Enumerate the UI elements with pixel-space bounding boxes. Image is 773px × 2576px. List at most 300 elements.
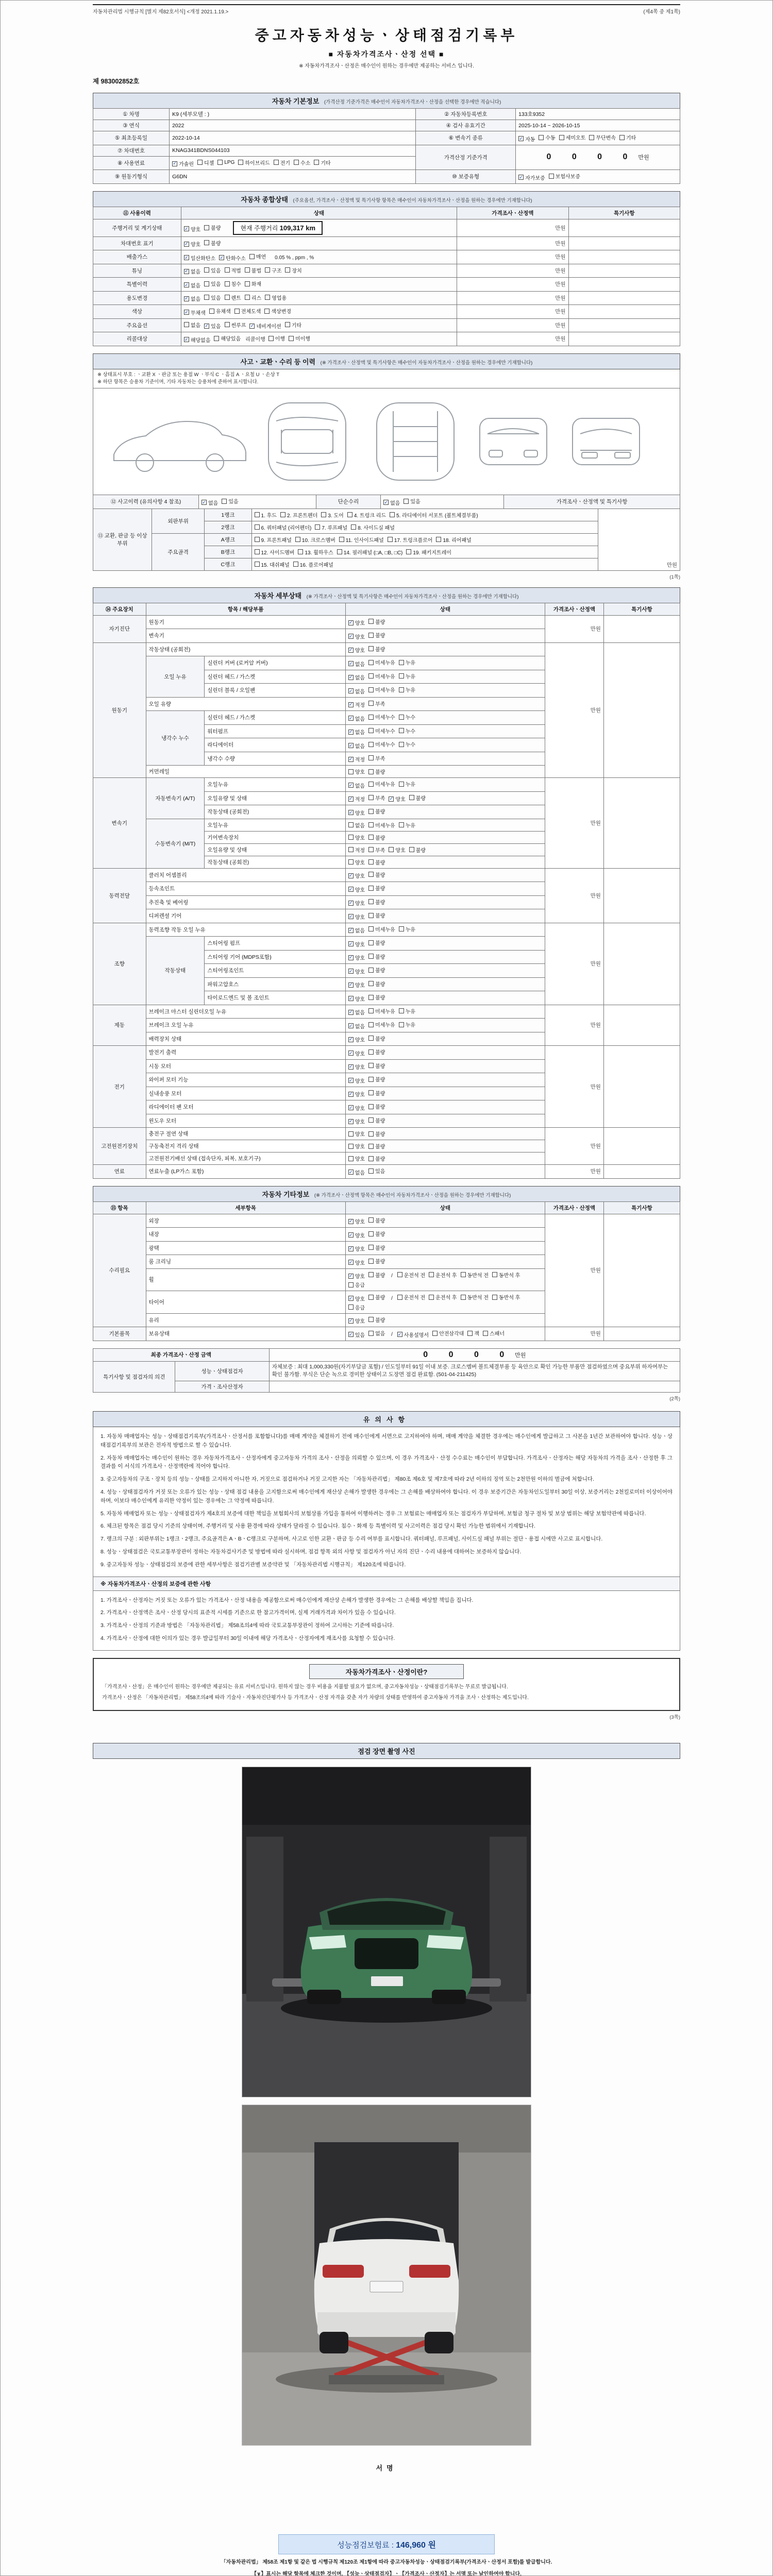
checkbox-option[interactable]	[348, 995, 365, 1003]
checkbox-option[interactable]	[348, 1281, 365, 1289]
checkbox-label: 12. 사이드멤버	[261, 550, 295, 556]
checkbox-option[interactable]	[225, 266, 241, 274]
checkbox-option[interactable]	[399, 672, 415, 680]
checkbox-option[interactable]	[368, 846, 385, 854]
checkbox-option[interactable]	[348, 1295, 365, 1302]
checkbox-option[interactable]	[348, 1063, 365, 1071]
checkbox-label: 5. 라디에이터 서포트 (볼트체결부품)	[396, 513, 478, 519]
checkbox-option[interactable]	[368, 700, 385, 707]
checkbox-option[interactable]	[368, 768, 385, 775]
checked-box-icon: ✓	[250, 323, 255, 328]
checkbox-option[interactable]	[255, 548, 295, 556]
checkbox-label: 누수	[405, 742, 416, 748]
checkbox-option[interactable]	[348, 673, 365, 681]
checkbox-option[interactable]	[368, 871, 385, 878]
checkbox-option[interactable]	[368, 713, 395, 721]
checkbox-option[interactable]	[368, 1293, 385, 1301]
checkbox-option[interactable]	[483, 1329, 505, 1337]
unchecked-box-icon	[461, 1295, 466, 1300]
unchecked-box-icon	[368, 1022, 374, 1027]
checkbox-option[interactable]	[368, 740, 395, 748]
section-note: (※ 가격조사ㆍ산정액 및 특기사항은 매수인이 자동차가격조사ㆍ산정을 원하는 경우에만 기재합니다)	[306, 594, 519, 600]
checkbox-option[interactable]	[368, 966, 385, 974]
checkbox-option[interactable]	[249, 252, 266, 260]
checkbox-option[interactable]	[404, 497, 420, 505]
checkbox-option[interactable]	[348, 834, 365, 841]
checkbox-option[interactable]	[348, 1317, 365, 1325]
section-title: 사고ㆍ교환ㆍ수리 등 이력	[240, 358, 316, 366]
checkbox-option[interactable]	[204, 294, 221, 301]
checked-box-icon: ✓	[348, 982, 353, 987]
checkbox-option[interactable]	[368, 1130, 385, 1138]
checkbox-option[interactable]	[348, 728, 365, 736]
checkbox-option[interactable]	[348, 886, 365, 893]
checkbox-option[interactable]	[399, 686, 415, 693]
checkbox-label: 적정	[355, 848, 365, 854]
checkbox-option[interactable]	[348, 846, 365, 854]
checkbox-label: 응급	[355, 1305, 365, 1311]
checkbox-option[interactable]	[255, 536, 292, 544]
checkbox-option[interactable]	[321, 511, 343, 519]
checkbox-label: 양호	[355, 648, 365, 654]
checkbox-option[interactable]	[339, 536, 384, 544]
checkbox-label: 가솔린	[179, 162, 194, 167]
checkbox-option[interactable]	[348, 1104, 365, 1112]
accident-history-table	[93, 495, 680, 509]
checkbox-label: 일산화탄소	[190, 256, 216, 262]
checkbox-option[interactable]	[399, 727, 415, 735]
checked-box-icon: ✓	[348, 756, 353, 761]
rankB-label: B랭크	[205, 546, 251, 558]
checkbox-option[interactable]	[184, 336, 211, 344]
checkbox-label: 불량	[375, 633, 385, 639]
checkbox-option[interactable]	[368, 834, 385, 841]
checkbox-option[interactable]	[348, 1272, 365, 1280]
checkbox-option[interactable]	[368, 1167, 385, 1175]
checkbox-option[interactable]	[368, 858, 385, 866]
checkbox-option[interactable]	[201, 499, 218, 506]
unchecked-box-icon	[399, 1008, 404, 1013]
checkbox-option[interactable]	[184, 267, 200, 275]
checkbox-option[interactable]	[348, 619, 365, 626]
checkbox-label: 미세누유	[375, 782, 395, 788]
table-row	[93, 1046, 680, 1060]
checkbox-label: 영업용	[272, 295, 287, 301]
checkbox-option[interactable]	[368, 1155, 385, 1162]
checkbox-option[interactable]	[348, 981, 365, 989]
checkbox-option[interactable]	[285, 321, 301, 329]
checkbox-option[interactable]	[204, 266, 221, 274]
checkbox-option[interactable]	[399, 821, 415, 829]
checkbox-option[interactable]	[315, 523, 347, 531]
checkbox-option[interactable]	[368, 980, 385, 988]
checkbox-option[interactable]	[222, 497, 238, 505]
checkbox-option[interactable]	[285, 266, 301, 274]
checkbox-label: 불량	[375, 770, 385, 775]
checkbox-label: 불량	[375, 860, 385, 866]
checkbox-option[interactable]	[348, 1245, 365, 1252]
amount-cell: 만원	[545, 615, 604, 642]
checkbox-option[interactable]	[368, 898, 385, 906]
text-line: 4. 가격조사ㆍ산정에 대한 이의가 있는 경우 발급일부터 30일 이내에 해당 가격조사ㆍ산정자에게 재조사를 요청할 수 있습니다.	[100, 1635, 395, 1641]
checkbox-option[interactable]	[368, 794, 385, 802]
checkbox-option[interactable]	[348, 858, 365, 866]
unchecked-box-icon	[368, 1168, 374, 1174]
checkbox-option[interactable]	[429, 1293, 457, 1301]
checkbox-option[interactable]	[390, 511, 478, 519]
checkbox-option[interactable]	[429, 1271, 457, 1279]
checkbox-option[interactable]	[348, 1168, 365, 1176]
checkbox-option[interactable]	[184, 309, 206, 316]
checkbox-option[interactable]	[368, 1075, 385, 1083]
checkbox-option[interactable]	[348, 1022, 365, 1030]
checkbox-label: 14. 필러패널 (□A, □B, □C)	[343, 550, 403, 556]
col-note: 특기사항	[603, 1201, 680, 1214]
checkbox-option[interactable]	[368, 884, 385, 892]
checkbox-option[interactable]	[397, 1293, 425, 1301]
checkbox-option[interactable]	[368, 645, 385, 653]
checkbox-option[interactable]	[539, 133, 555, 141]
unchecked-box-icon	[409, 795, 414, 800]
checkbox-option[interactable]	[348, 755, 365, 763]
item-label: 충전구 절연 상태	[146, 1128, 345, 1140]
checkbox-option[interactable]	[255, 523, 312, 531]
checkbox-option[interactable]	[348, 1049, 365, 1057]
checkbox-option[interactable]	[399, 1007, 415, 1015]
state-cell	[345, 697, 545, 711]
rankC-label: C랭크	[205, 558, 251, 570]
checkbox-option[interactable]	[314, 159, 330, 166]
unchecked-box-icon	[390, 512, 395, 517]
checkbox-label: 탄화수소	[226, 256, 246, 262]
checkbox-option[interactable]	[397, 1331, 429, 1338]
table-row	[93, 219, 680, 236]
checkbox-option[interactable]	[351, 523, 395, 531]
checkbox-option[interactable]	[368, 1230, 385, 1238]
checkbox-option[interactable]	[204, 322, 221, 330]
checkbox-option[interactable]	[368, 1103, 385, 1110]
checkbox-option[interactable]	[225, 280, 241, 287]
state-cell	[345, 766, 545, 778]
checkbox-option[interactable]	[348, 701, 365, 708]
checkbox-option[interactable]	[348, 1008, 365, 1016]
checkbox-option[interactable]	[368, 631, 385, 639]
checkbox-option[interactable]	[399, 1021, 415, 1028]
checkbox-option[interactable]	[399, 925, 415, 933]
checkbox-option[interactable]	[368, 658, 395, 666]
base-price-unit: 만원	[638, 155, 649, 161]
checkbox-option[interactable]	[348, 1155, 365, 1162]
warranty-type-label: ⑩ 보증유형	[416, 170, 516, 184]
checked-box-icon: ✓	[348, 620, 353, 625]
simple-repair-label: 단순수리	[316, 495, 380, 509]
unchecked-box-icon	[347, 512, 352, 517]
checkbox-option[interactable]	[518, 174, 545, 181]
checkbox-option[interactable]	[204, 280, 221, 287]
item-label: 시동 모터	[146, 1059, 345, 1073]
checkbox-option[interactable]	[347, 511, 386, 519]
unchecked-box-icon	[368, 822, 374, 827]
checkbox-label: 리스	[251, 295, 262, 301]
checkbox-option[interactable]	[184, 281, 200, 289]
unchecked-box-icon	[368, 1317, 374, 1322]
checkbox-option[interactable]	[265, 266, 281, 274]
checkbox-option[interactable]	[184, 254, 215, 262]
checkbox-option[interactable]	[399, 780, 415, 788]
unchecked-box-icon	[397, 1272, 402, 1277]
state-cell	[345, 738, 545, 752]
checkbox-option[interactable]	[197, 159, 214, 166]
item-label: 파워고압호스	[205, 977, 345, 991]
checkbox-option[interactable]	[348, 795, 365, 803]
checkbox-option[interactable]	[368, 939, 385, 946]
checkbox-option[interactable]	[409, 794, 426, 802]
checkbox-option[interactable]	[348, 687, 365, 695]
checkbox-option[interactable]	[388, 536, 433, 544]
page-marker: (1쪽)	[669, 574, 680, 580]
checkbox-option[interactable]	[348, 782, 365, 789]
unchecked-box-icon	[245, 281, 250, 286]
checkbox-option[interactable]	[348, 968, 365, 975]
checkbox-option[interactable]	[348, 1217, 365, 1225]
usage-label: 튜닝	[93, 264, 181, 278]
form-reference: 자동차관리법 시행규칙 [별지 제82호서식] <개정 2021.1.19.>	[93, 9, 229, 15]
checkbox-option[interactable]	[348, 940, 365, 948]
checkbox-label: 양호	[355, 1274, 365, 1280]
checkbox-option[interactable]	[348, 913, 365, 921]
checkbox-option[interactable]	[397, 1271, 425, 1279]
checkbox-option[interactable]	[184, 240, 200, 248]
checkbox-option[interactable]	[559, 133, 586, 141]
checkbox-option[interactable]	[348, 899, 365, 907]
checkbox-option[interactable]	[368, 1316, 385, 1324]
checkbox-option[interactable]	[209, 307, 231, 315]
checkbox-option[interactable]	[368, 1329, 385, 1337]
table-row	[93, 533, 680, 546]
checkbox-option[interactable]	[399, 658, 415, 666]
checkbox-option[interactable]	[518, 135, 535, 143]
checkbox-option[interactable]	[225, 321, 246, 329]
checkbox-option[interactable]	[225, 294, 241, 301]
checkbox-option[interactable]	[348, 633, 365, 640]
checkbox-option[interactable]	[184, 295, 200, 302]
checkbox-option[interactable]	[368, 1257, 385, 1265]
checkbox-option[interactable]	[461, 1293, 489, 1301]
checkbox-option[interactable]	[368, 1244, 385, 1251]
checkbox-option[interactable]	[298, 548, 333, 556]
state-cell	[345, 1100, 545, 1114]
checkbox-option[interactable]	[461, 1271, 489, 1279]
unchecked-box-icon	[368, 633, 374, 638]
checkbox-option[interactable]	[492, 1271, 520, 1279]
checkbox-option[interactable]	[368, 993, 385, 1001]
amount-cell: 만원	[545, 923, 604, 1005]
checkbox-label: 미세누유	[375, 823, 395, 829]
item-label: 등속조인트	[146, 882, 345, 896]
checkbox-option[interactable]	[337, 548, 403, 556]
checkbox-option[interactable]	[368, 754, 385, 762]
checkbox-label: 적정	[355, 797, 365, 803]
unchecked-box-icon	[265, 295, 270, 300]
checkbox-option[interactable]	[383, 499, 400, 506]
appraiser-label: 가격ㆍ조사산정자	[175, 1381, 269, 1393]
checkbox-option[interactable]	[348, 660, 365, 668]
checkbox-option[interactable]	[184, 321, 200, 329]
checkbox-option[interactable]	[399, 740, 415, 748]
checkbox-option[interactable]	[368, 1035, 385, 1042]
checkbox-option[interactable]	[368, 1116, 385, 1124]
checkbox-label: 누수	[405, 728, 416, 735]
checkbox-label: 양호	[355, 1106, 365, 1112]
checkbox-option[interactable]	[368, 1062, 385, 1070]
checkbox-option[interactable]	[245, 266, 261, 274]
checkbox-option[interactable]	[274, 159, 290, 166]
checkbox-option[interactable]	[348, 715, 365, 722]
checkbox-option[interactable]	[264, 307, 291, 315]
checkbox-option[interactable]	[348, 872, 365, 879]
checkbox-option[interactable]	[217, 160, 234, 165]
checkbox-option[interactable]	[348, 1090, 365, 1098]
checkbox-option[interactable]	[368, 1271, 385, 1279]
unchecked-box-icon	[222, 499, 227, 504]
checkbox-option[interactable]	[399, 713, 415, 721]
checkbox-option[interactable]	[368, 911, 385, 919]
checkbox-option[interactable]	[238, 159, 270, 166]
checkbox-label: 디젤	[204, 160, 214, 166]
checkbox-option[interactable]	[368, 1007, 395, 1015]
checkbox-label: 불량	[375, 809, 385, 815]
checkbox-option[interactable]	[389, 846, 405, 854]
checkbox-option[interactable]	[368, 727, 395, 735]
checked-box-icon: ✓	[348, 1169, 353, 1175]
checkbox-option[interactable]	[368, 953, 385, 960]
checkbox-option[interactable]	[348, 809, 365, 817]
checkbox-option[interactable]	[368, 821, 395, 829]
checkbox-option[interactable]	[348, 742, 365, 750]
checkbox-option[interactable]	[348, 1303, 365, 1311]
checked-box-icon: ✓	[348, 873, 353, 878]
checkbox-option[interactable]	[294, 159, 310, 166]
col-state: 상태	[345, 1201, 545, 1214]
sub-group-label: 냉각수 누수	[146, 711, 205, 766]
checkbox-option[interactable]	[184, 225, 200, 233]
checkbox-option[interactable]	[348, 821, 365, 829]
checkbox-option[interactable]	[492, 1293, 520, 1301]
unchecked-box-icon	[368, 859, 374, 865]
checkbox-option[interactable]	[348, 646, 365, 654]
checkbox-option[interactable]	[265, 294, 287, 301]
checked-box-icon: ✓	[348, 1273, 353, 1278]
checkbox-option[interactable]	[589, 133, 616, 141]
note-cell	[603, 778, 680, 869]
checkbox-option[interactable]	[172, 160, 194, 167]
checkbox-label: 운전석 전	[404, 1273, 426, 1279]
checkbox-option[interactable]	[549, 172, 580, 180]
state-cell	[345, 1005, 545, 1019]
vin-value: KNAG341BDNS044103	[170, 145, 416, 156]
checkbox-option[interactable]	[368, 672, 395, 680]
checkbox-label: 없음	[355, 823, 365, 829]
checkbox-option[interactable]	[348, 1259, 365, 1266]
checkbox-option[interactable]	[368, 925, 395, 933]
state-cell	[345, 1087, 545, 1100]
checkbox-option[interactable]	[409, 846, 426, 854]
checkbox-option[interactable]	[348, 1036, 365, 1043]
checkbox-option[interactable]	[368, 1048, 385, 1056]
checkbox-option[interactable]	[406, 548, 451, 556]
checkbox-option[interactable]	[204, 239, 221, 247]
checkbox-option[interactable]	[280, 511, 317, 519]
accident-history-label: ⑫ 사고이력 (유의사항 4 참조)	[93, 495, 199, 509]
checkbox-option[interactable]	[293, 561, 333, 568]
unchecked-box-icon	[204, 281, 209, 286]
checkbox-option[interactable]	[348, 1231, 365, 1239]
checkbox-option[interactable]	[368, 807, 385, 815]
checkbox-label: 불량	[375, 1218, 385, 1224]
checkbox-option[interactable]	[295, 536, 335, 544]
checkbox-option[interactable]	[436, 536, 471, 544]
checkbox-option[interactable]	[368, 780, 395, 788]
sub-group-label: 자동변속기 (A/T)	[146, 778, 205, 819]
checkbox-option[interactable]	[619, 133, 636, 141]
checkbox-option[interactable]	[368, 1216, 385, 1224]
checkbox-option[interactable]	[289, 334, 310, 342]
checkbox-option[interactable]	[348, 1142, 365, 1150]
checkbox-option[interactable]	[268, 334, 285, 342]
note-cell	[568, 332, 680, 346]
warranty-options	[516, 170, 680, 184]
item-label: 스티어링조인트	[205, 964, 345, 978]
checkbox-option[interactable]	[249, 322, 281, 330]
reg-no-value: 133호9352	[516, 109, 680, 120]
device-group-label: 원동기	[93, 642, 146, 778]
checkbox-option[interactable]	[245, 280, 261, 287]
checkbox-label: 누유	[405, 927, 416, 933]
checkbox-option[interactable]	[348, 768, 365, 775]
checkbox-option[interactable]	[214, 334, 241, 342]
unchecked-box-icon	[368, 809, 374, 814]
checkbox-option[interactable]	[219, 254, 246, 262]
checkbox-option[interactable]	[368, 618, 385, 625]
checkbox-option[interactable]	[348, 1077, 365, 1084]
checkbox-option[interactable]	[348, 926, 365, 934]
checkbox-option[interactable]	[348, 1331, 365, 1338]
checkbox-label: 양호	[355, 942, 365, 948]
unchecked-box-icon	[285, 322, 290, 327]
checkbox-option[interactable]	[204, 224, 221, 231]
checkbox-option[interactable]	[432, 1329, 464, 1337]
checkbox-option[interactable]	[467, 1329, 479, 1337]
checkbox-option[interactable]	[245, 294, 261, 301]
checkbox-option[interactable]	[348, 1130, 365, 1138]
checkbox-option[interactable]	[368, 1021, 395, 1028]
device-group-label: 기본품목	[93, 1327, 146, 1341]
checked-box-icon: ✓	[348, 1050, 353, 1056]
checkbox-option[interactable]	[348, 954, 365, 961]
checkbox-option[interactable]	[348, 1117, 365, 1125]
checked-box-icon: ✓	[348, 1064, 353, 1069]
checkbox-option[interactable]	[234, 307, 261, 315]
checkbox-option[interactable]	[368, 686, 395, 693]
checkbox-option[interactable]	[255, 511, 277, 519]
checkbox-option[interactable]	[368, 1089, 385, 1097]
checkbox-option[interactable]	[255, 561, 290, 568]
appraiser-opinion-text	[269, 1381, 680, 1393]
unchecked-box-icon	[368, 1156, 374, 1161]
checkbox-option[interactable]	[389, 795, 405, 803]
checkbox-label: 응급	[355, 1283, 365, 1289]
checkbox-option[interactable]	[368, 1142, 385, 1150]
